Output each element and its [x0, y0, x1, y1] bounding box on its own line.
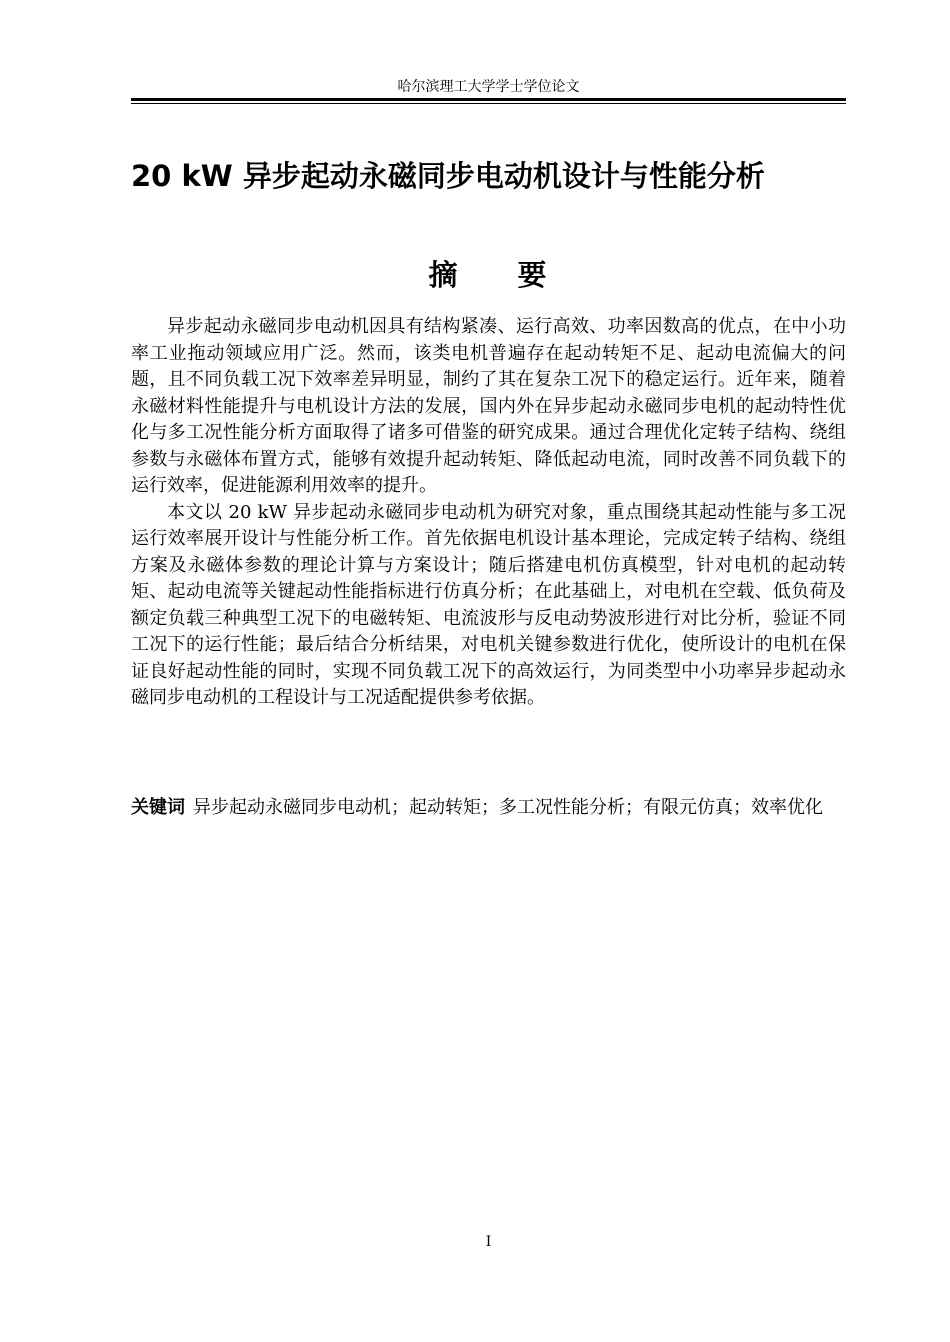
keywords [131, 795, 846, 822]
header-rule-thick [131, 98, 846, 101]
running-header: 哈尔滨理工大学学士学位论文 [397, 79, 580, 95]
keywords-text: 异步起动永磁同步电动机；起动转矩；多工况性能分析；有限元仿真；效率优化 [193, 797, 823, 818]
abstract-heading-char-1: 摘 [428, 258, 460, 292]
abstract-heading-char-2: 要 [517, 258, 549, 292]
document-title: 20 kW 异步起动永磁同步电动机设计与性能分析 [131, 159, 765, 193]
abstract-body [131, 314, 846, 712]
abstract-heading [131, 255, 846, 295]
keywords-label: 关键词 [131, 797, 185, 818]
page-number: I [485, 1234, 492, 1250]
header-rule-thin [131, 103, 846, 104]
abstract-paragraph-1: 异步起动永磁同步电动机因具有结构紧凑、运行高效、功率因数高的优点，在中小功率工业拖动领域应用广泛。然而，该类电机普遍存在起动转矩不足、起动电流偏大的问题，且不同负载工况下效率差异明显，制约了其在复杂工况下的稳定运行。近年来，随着永磁材料性能提升与电机设计方法的发展，国内外在异步起动永磁同步电机的起动特性优化与多工况性能分析方面取得了诸多可借鉴的研究成果。通过合理优化定转子结构、绕组参数与永磁体布置方式，能够有效提升起动转矩、降低起动电流，同时改善不同负载下的运行效率，促进能源利用效率的提升。 [131, 316, 846, 496]
abstract-paragraph-2: 本文以 20 kW 异步起动永磁同步电动机为研究对象，重点围绕其起动性能与多工况运行效率展开设计与性能分析工作。首先依据电机设计基本理论，完成定转子结构、绕组方案及永磁体参数的理论计算与方案设计；随后搭建电机仿真模型，针对电机的起动转矩、起动电流等关键起动性能指标进行仿真分析；在此基础上，对电机在空载、低负荷及额定负载三种典型工况下的电磁转矩、电流波形与反电动势波形进行对比分析，验证不同工况下的运行性能；最后结合分析结果，对电机关键参数进行优化，使所设计的电机在保证良好起动性能的同时，实现不同负载工况下的高效运行，为同类型中小功率异步起动永磁同步电动机的工程设计与工况适配提供参考依据。 [131, 501, 846, 708]
